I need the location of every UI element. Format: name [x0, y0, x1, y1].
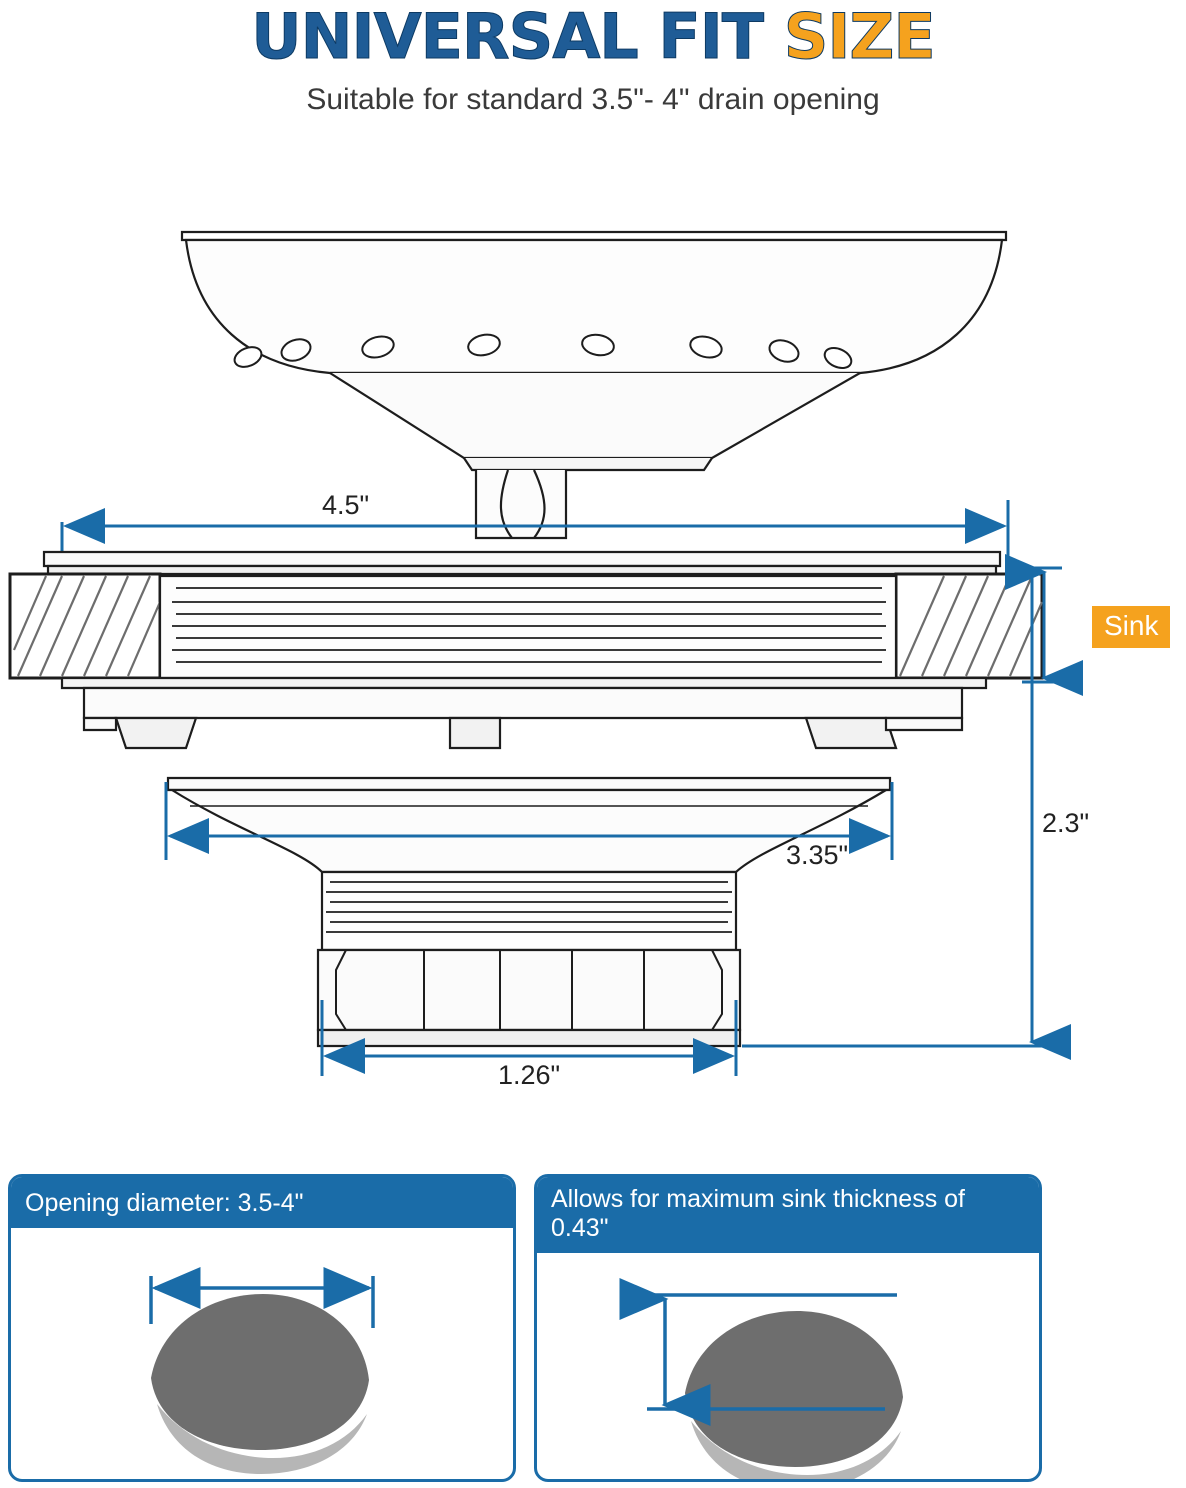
page-subtitle: Suitable for standard 3.5"- 4" drain opening: [306, 83, 880, 117]
sink-bowl-shape: [685, 1311, 903, 1483]
product-dimension-diagram: [0, 170, 1186, 1150]
page-title-primary: UNIVERSAL FIT: [251, 0, 784, 73]
strainer-basket-top-view: [182, 232, 1006, 538]
dimension-label-total-height: 2.3": [1042, 808, 1090, 838]
card-sink-thickness: [534, 1174, 1042, 1482]
page-title-accent: SIZE: [783, 0, 935, 73]
dimension-label-width-top: 4.5": [322, 490, 370, 520]
feature-cards: [0, 1168, 1186, 1488]
card-opening-diameter-illustration: [11, 1228, 513, 1482]
card-opening-diameter-heading: Opening diameter: 3.5-4": [11, 1177, 513, 1228]
dimension-label-thread-width: 1.26": [498, 1060, 561, 1090]
card-sink-thickness-illustration: [537, 1253, 1039, 1483]
card-opening-diameter: [8, 1174, 516, 1482]
dimension-label-flange-width: 3.35": [786, 840, 849, 870]
sink-bowl-shape: [151, 1294, 369, 1474]
header: [0, 0, 1186, 117]
page-title: [0, 0, 1186, 73]
diagram-svg: [0, 170, 1186, 1150]
sink-label-tag: Sink: [1092, 606, 1170, 648]
card-sink-thickness-heading: Allows for maximum sink thickness of 0.43": [537, 1177, 1039, 1253]
